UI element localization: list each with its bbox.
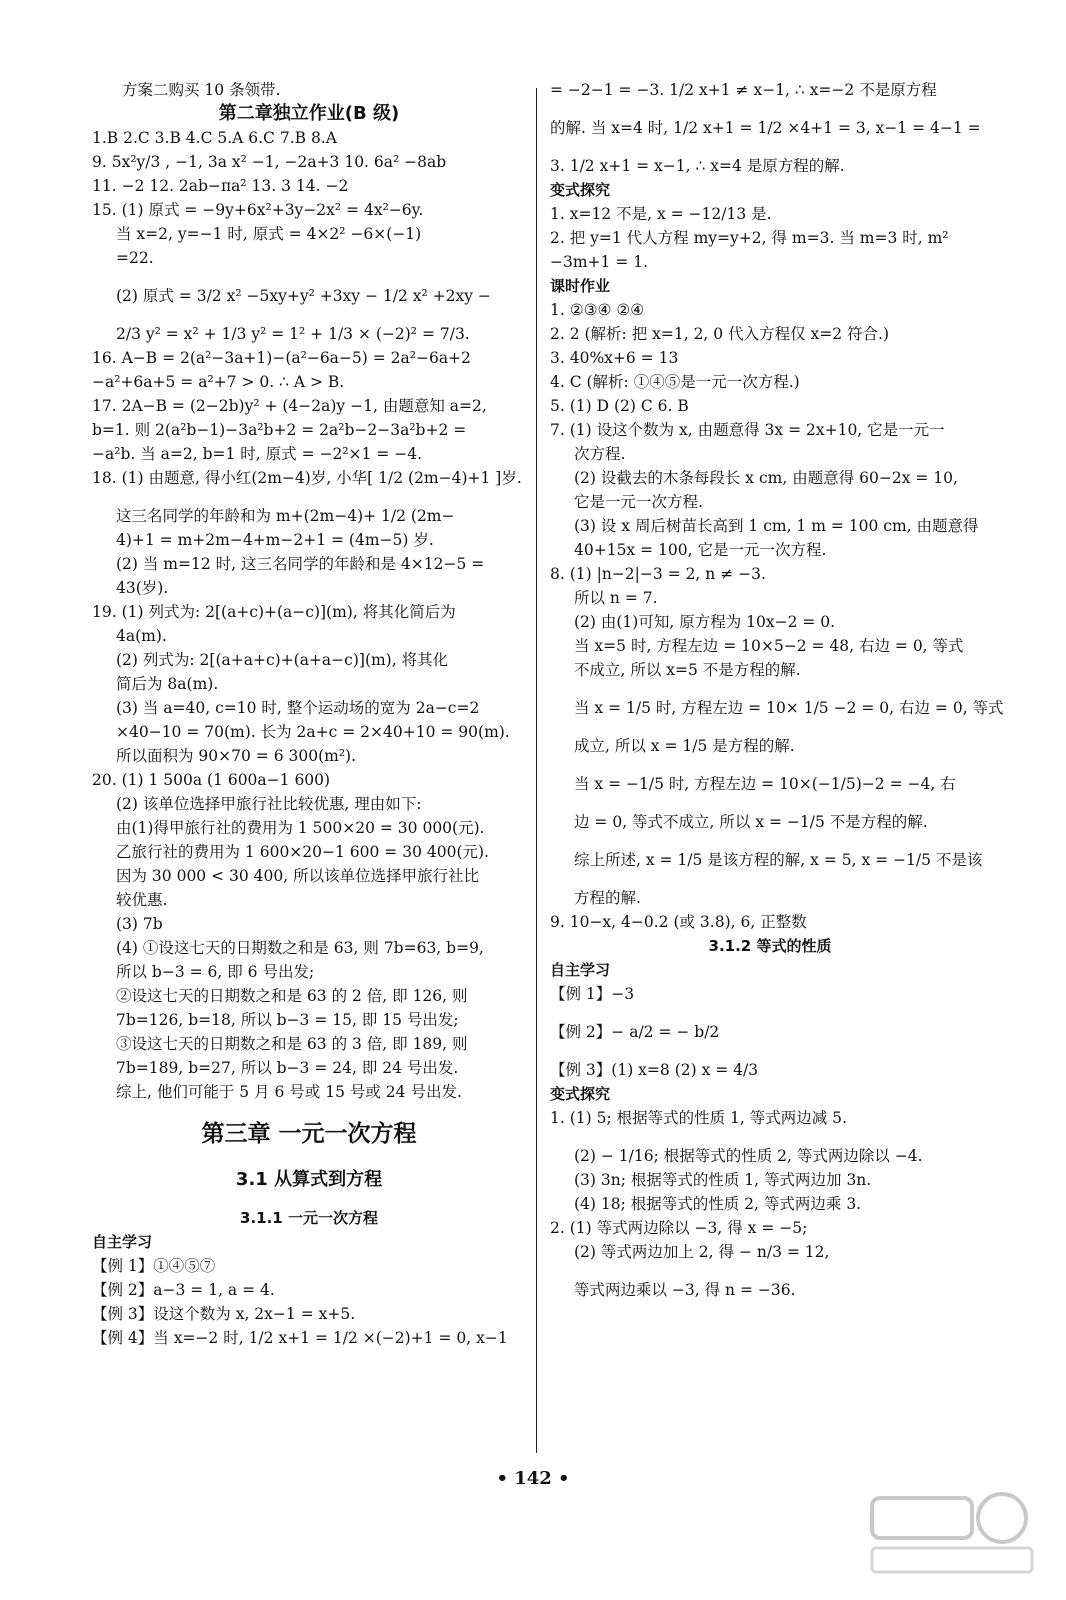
right-line (550, 720, 990, 734)
left-line: 18. (1) 由题意, 得小红(2m−4)岁, 小华[ 1/2 (2m−4)+1 ]岁. (92, 469, 522, 487)
right-line: 5. (1) D (2) C 6. B (550, 397, 689, 415)
right-line: (2) 等式两边加上 2, 得 − n/3 = 12, (574, 1243, 830, 1261)
left-line: 【例 3】设这个数为 x, 2x−1 = x+5. (92, 1305, 356, 1323)
column-divider (536, 88, 537, 1453)
left-line: 3.1.1 一元一次方程 (240, 1209, 378, 1227)
right-line: = −2−1 = −3. 1/2 x+1 ≠ x−1, ∴ x=−2 不是原方程 (550, 81, 937, 99)
right-line (550, 1006, 990, 1020)
right-line: 次方程. (574, 445, 626, 463)
left-line: ③设这七天的日期数之和是 63 的 3 倍, 即 189, 则 (116, 1035, 468, 1053)
right-line: 课时作业 (550, 277, 611, 295)
left-line: 3.1 从算式到方程 (235, 1169, 383, 1190)
right-line: 【例 2】− a/2 = − b/2 (550, 1023, 720, 1041)
left-line (92, 270, 526, 284)
left-line: 【例 4】当 x=−2 时, 1/2 x+1 = 1/2 ×(−2)+1 = 0, x−1 (92, 1329, 508, 1347)
right-line: 的解. 当 x=4 时, 1/2 x+1 = 1/2 ×4+1 = 3, x−1 = 4−1 = (550, 119, 981, 137)
right-line: 4. C (解析: ①④⑤是一元一次方程.) (550, 373, 800, 391)
left-line: 因为 30 000 < 30 400, 所以该单位选择甲旅行社比 (116, 867, 480, 885)
right-line: 等式两边乘以 −3, 得 n = −36. (574, 1281, 796, 1299)
left-line: 【例 2】a−3 = 1, a = 4. (92, 1281, 275, 1299)
left-line: 2/3 y² = x² + 1/3 y² = 1² + 1/3 × (−2)² = 7/3. (116, 325, 470, 343)
right-line (550, 796, 990, 810)
left-line: 综上, 他们可能于 5 月 6 号或 15 号或 24 号出发. (116, 1083, 462, 1101)
right-line: (2) − 1/16; 根据等式的性质 2, 等式两边除以 −4. (574, 1147, 923, 1165)
left-line: −a²b. 当 a=2, b=1 时, 原式 = −2²×1 = −4. (92, 445, 423, 463)
left-line: 7b=189, b=27, 所以 b−3 = 24, 即 24 号出发. (116, 1059, 459, 1077)
right-line: 1. (1) 5; 根据等式的性质 1, 等式两边减 5. (550, 1109, 847, 1127)
left-line: (2) 列式为: 2[(a+a+c)+(a+a−c)](m), 将其化 (116, 651, 449, 669)
left-line: 19. (1) 列式为: 2[(a+c)+(a−c)](m), 将其化简后为 (92, 603, 456, 621)
left-line: b=1. 则 2(a²b−1)−3a²b+2 = 2a²b−2−3a²b+2 = (92, 421, 467, 439)
left-line: 17. 2A−B = (2−2b)y² + (4−2a)y −1, 由题意知 a=2, (92, 397, 487, 415)
right-line: (3) 3n; 根据等式的性质 1, 等式两边加 3n. (574, 1171, 872, 1189)
left-line: 简后为 8a(m). (116, 675, 219, 693)
left-column (92, 78, 526, 1350)
right-line: 3. 1/2 x+1 = x−1, ∴ x=4 是原方程的解. (550, 157, 845, 175)
left-line: ×40−10 = 70(m). 长为 2a+c = 2×40+10 = 90(m). (116, 723, 510, 741)
left-line: 15. (1) 原式 = −9y+6x²+3y−2x² = 4x²−6y. (92, 201, 424, 219)
right-line: 7. (1) 设这个数为 x, 由题意得 3x = 2x+10, 它是一元一 (550, 421, 945, 439)
right-line (550, 682, 990, 696)
left-line: 11. −2 12. 2ab−πa² 13. 3 14. −2 (92, 177, 349, 195)
left-line: (3) 当 a=40, c=10 时, 整个运动场的宽为 2a−c=2 (116, 699, 480, 717)
right-line: 2. 把 y=1 代人方程 my=y+2, 得 m=3. 当 m=3 时, m² (550, 229, 949, 247)
right-line: 3. 40%x+6 = 13 (550, 349, 679, 367)
right-line: 成立, 所以 x = 1/5 是方程的解. (574, 737, 795, 755)
right-line: 变式探究 (550, 1085, 611, 1103)
left-line: 1.B 2.C 3.B 4.C 5.A 6.C 7.B 8.A (92, 129, 337, 147)
left-line: 方案二购买 10 条领带. (122, 81, 281, 99)
right-line (550, 758, 990, 772)
right-line: 当 x=5 时, 方程左边 = 10×5−2 = 48, 右边 = 0, 等式 (574, 637, 964, 655)
left-line (92, 308, 526, 322)
left-line: (2) 该单位选择甲旅行社比较优惠, 理由如下: (116, 795, 422, 813)
watermark-logo (862, 1488, 1042, 1578)
right-line: 边 = 0, 等式不成立, 所以 x = −1/5 不是方程的解. (574, 813, 928, 831)
left-line: (2) 原式 = 3/2 x² −5xy+y² +3xy − 1/2 x² +2xy − (116, 287, 491, 305)
left-line: 7b=126, b=18, 所以 b−3 = 15, 即 15 号出发; (116, 1011, 459, 1029)
left-line: 16. A−B = 2(a²−3a+1)−(a²−6a−5) = 2a²−6a+2 (92, 349, 471, 367)
page-number: • 142 • (496, 1468, 570, 1489)
right-line: 当 x = 1/5 时, 方程左边 = 10× 1/5 −2 = 0, 右边 = 0, 等式 (574, 699, 1004, 717)
left-line: 9. 5x²y/3 , −1, 3a x² −1, −2a+3 10. 6a² −8ab (92, 153, 447, 171)
right-line: 3.1.2 等式的性质 (708, 937, 832, 955)
left-line: 这三名同学的年龄和为 m+(2m−4)+ 1/2 (2m− (116, 507, 455, 525)
right-line: 9. 10−x, 4−0.2 (或 3.8), 6, 正整数 (550, 913, 807, 931)
right-line: 所以 n = 7. (574, 589, 658, 607)
right-line: 不成立, 所以 x=5 不是方程的解. (574, 661, 801, 679)
right-line (550, 872, 990, 886)
right-line: (2) 设截去的木条每段长 x cm, 由题意得 60−2x = 10, (574, 469, 958, 487)
left-line: 20. (1) 1 500a (1 600a−1 600) (92, 771, 331, 789)
right-line: 40+15x = 100, 它是一元一次方程. (574, 541, 827, 559)
left-line: 4)+1 = m+2m−4+m−2+1 = (4m−5) 岁. (116, 531, 434, 549)
left-line (92, 490, 526, 504)
left-line: =22. (116, 249, 154, 267)
left-line: 乙旅行社的费用为 1 600×20−1 600 = 30 400(元). (116, 843, 489, 861)
right-line (550, 140, 990, 154)
left-line: ②设这七天的日期数之和是 63 的 2 倍, 即 126, 则 (116, 987, 468, 1005)
right-line: 2. 2 (解析: 把 x=1, 2, 0 代入方程仅 x=2 符合.) (550, 325, 889, 343)
right-line: 8. (1) |n−2|−3 = 2, n ≠ −3. (550, 565, 766, 583)
left-line: 43(岁). (116, 579, 169, 597)
left-line: 【例 1】①④⑤⑦ (92, 1257, 216, 1275)
right-line: 自主学习 (550, 961, 611, 979)
right-line: 【例 3】(1) x=8 (2) x = 4/3 (550, 1061, 759, 1079)
right-line: 它是一元一次方程. (574, 493, 703, 511)
right-line: 综上所述, x = 1/5 是该方程的解, x = 5, x = −1/5 不是该 (574, 851, 983, 869)
left-line: 所以 b−3 = 6, 即 6 号出发; (116, 963, 315, 981)
left-line: 当 x=2, y=−1 时, 原式 = 4×2² −6×(−1) (116, 225, 422, 243)
left-line: 4a(m). (116, 627, 167, 645)
right-line: 变式探究 (550, 181, 611, 199)
left-line: 第二章独立作业(B 级) (218, 103, 400, 124)
right-line: (3) 设 x 周后树苗长高到 1 cm, 1 m = 100 cm, 由题意得 (574, 517, 979, 535)
left-line: 所以面积为 90×70 = 6 300(m²). (116, 747, 357, 765)
right-line: 1. ②③④ ②④ (550, 301, 645, 319)
left-line: (4) ①设这七天的日期数之和是 63, 则 7b=63, b=9, (116, 939, 484, 957)
right-line (550, 102, 990, 116)
right-line (550, 834, 990, 848)
right-line (550, 1130, 990, 1144)
left-line: 第三章 一元一次方程 (201, 1121, 417, 1147)
right-line (550, 1044, 990, 1058)
left-line: −a²+6a+5 = a²+7 > 0. ∴ A > B. (92, 373, 345, 391)
right-line (550, 1264, 990, 1278)
left-line: (3) 7b (116, 915, 163, 933)
left-line (92, 1192, 526, 1206)
left-line: 自主学习 (92, 1233, 153, 1251)
right-line: 2. (1) 等式两边除以 −3, 得 x = −5; (550, 1219, 808, 1237)
left-line: 较优惠. (116, 891, 168, 909)
left-line: 由(1)得甲旅行社的费用为 1 500×20 = 30 000(元). (116, 819, 485, 837)
right-line: 方程的解. (574, 889, 641, 907)
right-line: 【例 1】−3 (550, 985, 635, 1003)
right-line: −3m+1 = 1. (550, 253, 649, 271)
right-line: (4) 18; 根据等式的性质 2, 等式两边乘 3. (574, 1195, 862, 1213)
right-line: 1. x=12 不是, x = −12/13 是. (550, 205, 772, 223)
right-line: (2) 由(1)可知, 原方程为 10x−2 = 0. (574, 613, 836, 631)
right-column (550, 78, 1004, 1302)
left-line: (2) 当 m=12 时, 这三名同学的年龄和是 4×12−5 = (116, 555, 485, 573)
right-line: 当 x = −1/5 时, 方程左边 = 10×(−1/5)−2 = −4, 右 (574, 775, 956, 793)
